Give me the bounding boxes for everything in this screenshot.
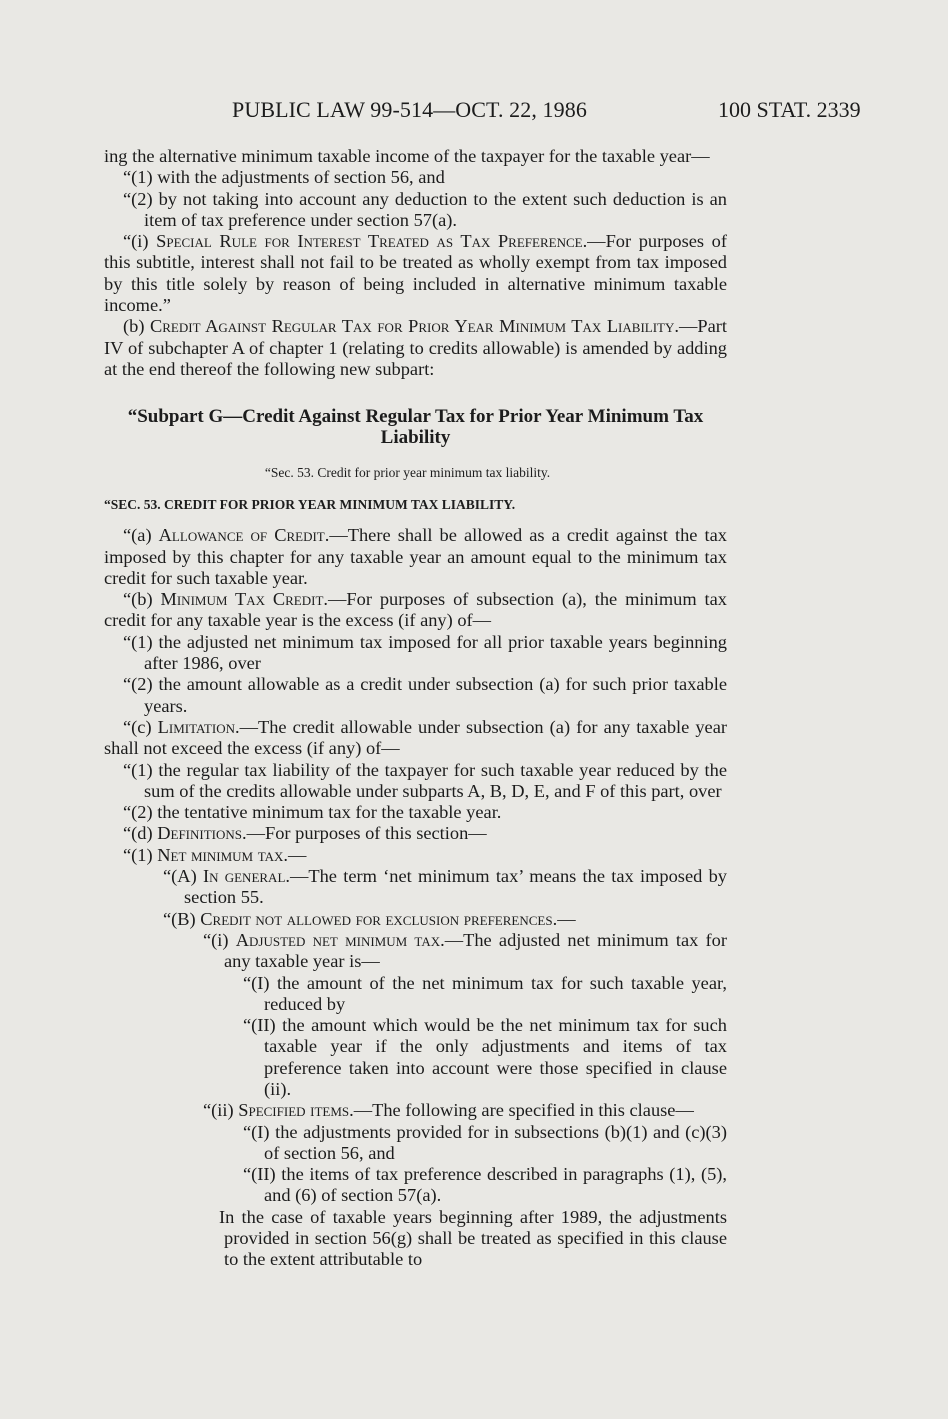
paragraph-caption: Credit Against Regular Tax for Prior Year Minimum Tax Liability.	[150, 316, 679, 337]
paragraph-lead: “(ii)	[203, 1100, 239, 1121]
subsection-c-2: “(2) the tentative minimum tax for the taxable year.	[123, 802, 502, 823]
paragraph-text: —The following are specified in this clause—	[353, 1100, 694, 1121]
paragraph-text: —For purposes of this subtitle, interest shall not fail to be treated as wholly exempt from tax imposed by this title solely by reason of being included in alternative minimum taxable income.”	[104, 231, 727, 316]
table-of-sections: “Sec. 53. Credit for prior year minimum tax liability.	[264, 465, 551, 481]
paragraph-lead: “(A)	[163, 866, 203, 887]
paragraph-continuation: ing the alternative minimum taxable income of the taxpayer for the taxable year—	[104, 146, 710, 166]
paragraph-caption: Net minimum tax.	[157, 844, 288, 865]
paragraph-text: —	[557, 908, 576, 929]
subsection-a	[104, 525, 727, 589]
subsection-b-2: “(2) the amount allowable as a credit under subsection (a) for such prior taxable years.	[123, 674, 727, 716]
paragraph-caption: Special Rule for Interest Treated as Tax Preference.	[156, 231, 588, 252]
paragraph-text: —For purposes of this section—	[246, 823, 487, 844]
paragraph-caption: Allowance of Credit.	[158, 525, 330, 546]
header-title: PUBLIC LAW 99-514—OCT. 22, 1986	[232, 97, 587, 122]
paragraph-caption: In general.	[202, 866, 290, 887]
paragraph-caption: Definitions.	[157, 823, 247, 844]
paragraph-deduction: “(2) by not taking into account any deduction to the extent such deduction is an item of tax preference under section 57(a).	[123, 188, 727, 230]
subsection-c	[104, 717, 727, 760]
paragraph-lead: “(i)	[123, 231, 157, 252]
subsection-b-1: “(1) the adjusted net minimum tax imposed for all prior taxable years beginning after 1986, over	[123, 631, 727, 674]
clause-i	[104, 930, 727, 973]
subsection-d-1	[104, 845, 727, 866]
subsection-d-1-A	[104, 866, 727, 909]
paragraph-lead: “(a)	[123, 525, 159, 546]
paragraph-text: —The term ‘net minimum tax’ means the tax imposed by section 55.	[184, 866, 727, 908]
paragraph-caption: Minimum Tax Credit.	[160, 589, 328, 610]
document-body	[104, 146, 727, 1271]
paragraph-caption: Specified items.	[238, 1100, 354, 1121]
paragraph-lead: “(b)	[123, 589, 161, 610]
paragraph-special-rule	[104, 231, 727, 316]
subsection-c-1: “(1) the regular tax liability of the taxpayer for such taxable year reduced by the sum of the credits allowable under subparts A, B, D, E, and F of this part, over	[123, 759, 727, 801]
page-header	[0, 97, 948, 127]
paragraph-adjustments: “(1) with the adjustments of section 56, and	[123, 167, 445, 188]
closing-text: In the case of taxable years beginning after 1989, the adjustments provided in section 56(g) shall be treated as specified in this clause to the extent attributable to	[219, 1206, 727, 1270]
subpart-title: “Subpart G—Credit Against Regular Tax for Prior Year Minimum Tax Liability	[127, 406, 704, 449]
paragraph-lead: “(i)	[203, 929, 236, 950]
header-statute-page: 100 STAT. 2339	[718, 97, 861, 122]
clause-ii	[104, 1100, 727, 1121]
paragraph-text: —Part IV of subchapter A of chapter 1 (relating to credits allowable) is amended by adding at the end thereof the following new subpart:	[104, 316, 727, 379]
paragraph-lead: “(B)	[163, 908, 201, 929]
subsection-b	[104, 589, 727, 632]
paragraph-text: —The adjusted net minimum tax for any taxable year is—	[224, 929, 727, 972]
paragraph-lead: “(c)	[123, 716, 158, 737]
paragraph-caption: Limitation.	[157, 716, 240, 737]
section-heading: “SEC. 53. CREDIT FOR PRIOR YEAR MINIMUM TAX LIABILITY.	[104, 497, 516, 513]
paragraph-text: —There shall be allowed as a credit against the tax imposed by this chapter for any taxable year an amount equal to the minimum tax credit for such taxable year.	[104, 525, 727, 588]
paragraph-text: —	[287, 844, 307, 865]
paragraph-lead: (b)	[123, 316, 150, 337]
paragraph-caption: Adjusted net minimum tax.	[235, 929, 445, 950]
paragraph-caption: Credit not allowed for exclusion preferences.	[200, 908, 558, 929]
subsection-d	[104, 823, 727, 844]
paragraph-lead: “(d)	[123, 823, 158, 844]
paragraph-lead: “(1)	[123, 844, 158, 865]
paragraph-text: —For purposes of subsection (a), the minimum tax credit for any taxable year is the excess (if any) of—	[104, 589, 727, 631]
subclause-i-II: “(II) the amount which would be the net minimum tax for such taxable year if the only adjustments and items of tax preference taken into account were those specified in clause (ii).	[243, 1015, 727, 1099]
subclause-i-I: “(I) the amount of the net minimum tax for such taxable year, reduced by	[243, 972, 727, 1014]
paragraph-text: —The credit allowable under subsection (a) for any taxable year shall not exceed the excess (if any) of—	[104, 716, 727, 759]
subclause-ii-I: “(I) the adjustments provided for in subsections (b)(1) and (c)(3) of section 56, and	[243, 1121, 727, 1163]
subsection-d-1-B	[104, 909, 727, 930]
paragraph-credit-against-regular-tax	[104, 316, 727, 380]
subclause-ii-II: “(II) the items of tax preference described in paragraphs (1), (5), and (6) of section 57(a).	[243, 1164, 727, 1206]
